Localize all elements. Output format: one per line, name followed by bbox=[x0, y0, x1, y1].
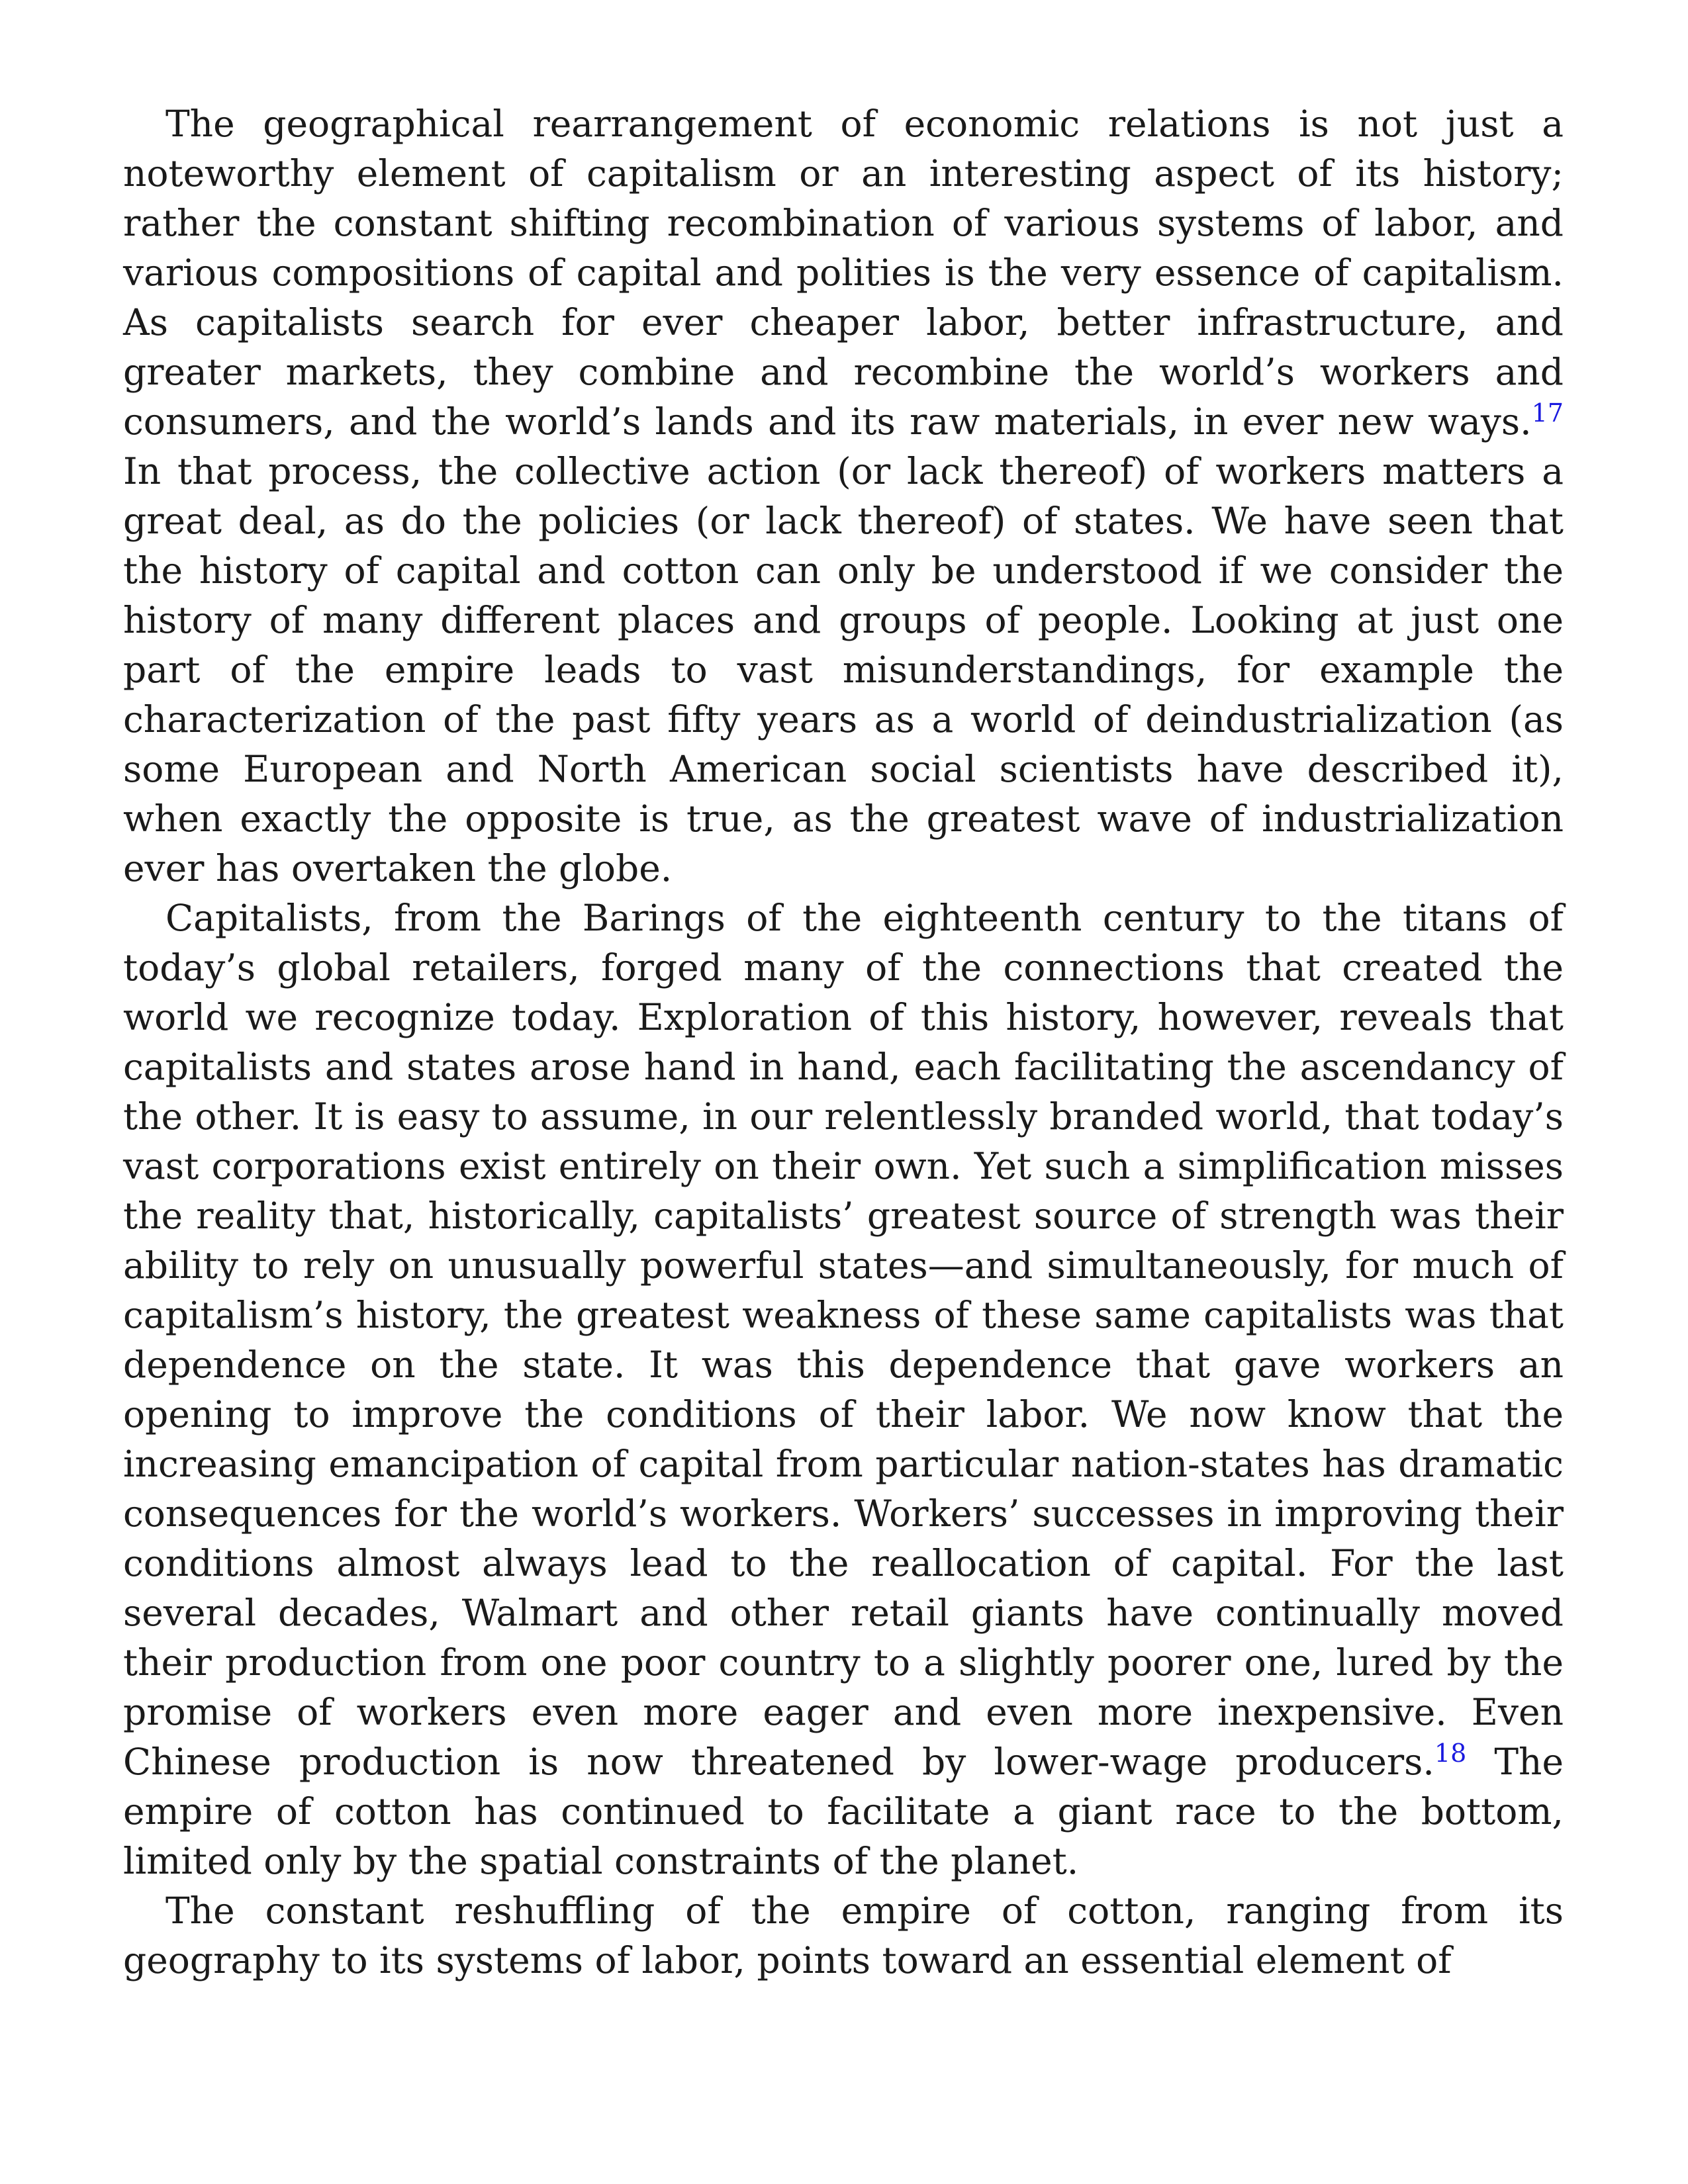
footnote-ref-18[interactable]: 18 bbox=[1434, 1739, 1467, 1768]
paragraph-2-text-after: The empire of cotton has continued to facilitate a giant race to the bottom, limited only by the spatial constraints of the planet. bbox=[123, 1741, 1564, 1882]
paragraph-2 bbox=[123, 893, 1564, 1886]
paragraph-2-text-before: Capitalists, from the Barings of the eighteenth century to the titans of today’s global retailers, forged many of the connections that created the world we recognize today. Exploration of this history, however, reveals that capitalists and states arose hand in hand, each facilitating the ascendancy of the other. It is easy to assume, in our relentlessly branded world, that today’s vast corporations exist entirely on their own. Yet such a simplification misses the reality that, historically, capitalists’ greatest source of strength was their ability to rely on unusually powerful states—and simultaneously, for much of capitalism’s history, the greatest weakness of these same capitalists was that dependence on the state. It was this dependence that gave workers an opening to improve the conditions of their labor. We now know that the increasing emancipation of capital from particular nation-states has dramatic consequences for the world’s workers. Workers’ successes in improving their conditions almost always lead to the reallocation of capital. For the last several decades, Walmart and other retail giants have continually moved their production from one poor country to a slightly poorer one, lured by the promise of workers even more eager and even more inexpensive. Even Chinese production is now threatened by lower-wage producers. bbox=[123, 897, 1564, 1783]
footnote-ref-17[interactable]: 17 bbox=[1531, 398, 1564, 428]
book-page-body bbox=[123, 99, 1564, 1985]
paragraph-3 bbox=[123, 1886, 1564, 1985]
paragraph-3-text: The constant reshuffling of the empire of cotton, ranging from its geography to its systems of labor, points toward an essential element of bbox=[123, 1889, 1564, 1981]
paragraph-1-text-before: The geographical rearrangement of economic relations is not just a noteworthy element of capitalism or an interesting aspect of its history; rather the constant shifting recombination of various systems of labor, and various compositions of capital and polities is the very essence of capitalism. As capitalists search for ever cheaper labor, better infrastructure, and greater markets, they combine and recombine the world’s workers and consumers, and the world’s lands and its raw materials, in ever new ways. bbox=[123, 103, 1564, 443]
paragraph-1 bbox=[123, 99, 1564, 893]
paragraph-1-text-after: In that process, the collective action (or lack thereof) of workers matters a great deal, as do the policies (or lack thereof) of states. We have seen that the history of capital and cotton can only be understood if we consider the history of many different places and groups of people. Looking at just one part of the empire leads to vast misunderstandings, for example the characterization of the past fifty years as a world of deindustrialization (as some European and North American social scientists have described it), when exactly the opposite is true, as the greatest wave of industrialization ever has overtaken the globe. bbox=[123, 450, 1564, 889]
